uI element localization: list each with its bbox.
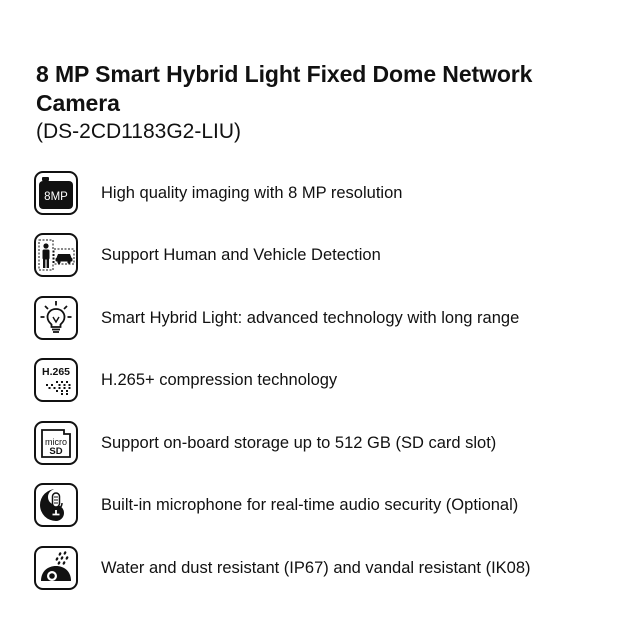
- 8mp-camera-icon: [34, 171, 78, 215]
- feature-item-8mp: [34, 169, 624, 216]
- smart-light-bulb-icon: [34, 296, 78, 340]
- feature-item-h265: [34, 357, 624, 404]
- feature-item-storage: [34, 419, 624, 466]
- human-vehicle-detection-icon: [34, 233, 78, 277]
- feature-text: Support on-board storage up to 512 GB (SD card slot): [101, 433, 497, 452]
- 8mp-label: 8MP: [44, 190, 68, 203]
- feature-text: Support Human and Vehicle Detection: [101, 246, 381, 264]
- microsd-label-bottom: SD: [49, 445, 63, 457]
- microphone-icon: [34, 483, 78, 527]
- feature-text: H.265+ compression technology: [101, 371, 338, 389]
- feature-text: Water and dust resistant (IP67) and vandal resistant (IK08): [101, 558, 531, 577]
- h265-icon: [34, 358, 78, 402]
- water-dust-resistant-icon: [34, 546, 78, 590]
- feature-text: High quality imaging with 8 MP resolution: [101, 183, 403, 202]
- feature-item-hybrid-light: [34, 294, 624, 341]
- feature-text: Smart Hybrid Light: advanced technology with long range: [101, 308, 520, 327]
- feature-list: [34, 169, 624, 607]
- microsd-label-top: micro: [45, 436, 67, 447]
- feature-item-detection: [34, 232, 624, 279]
- feature-item-microphone: [34, 482, 624, 529]
- h265-label: H.265: [41, 366, 71, 378]
- feature-text: Built-in microphone for real-time audio security (Optional): [101, 496, 519, 514]
- model-number: (DS-2CD1183G2-LIU): [36, 120, 242, 143]
- page-title: 8 MP Smart Hybrid Light Fixed Dome Network Camera: [36, 61, 533, 116]
- feature-item-ip67-ik08: [34, 544, 624, 591]
- microsd-card-icon: [34, 421, 78, 465]
